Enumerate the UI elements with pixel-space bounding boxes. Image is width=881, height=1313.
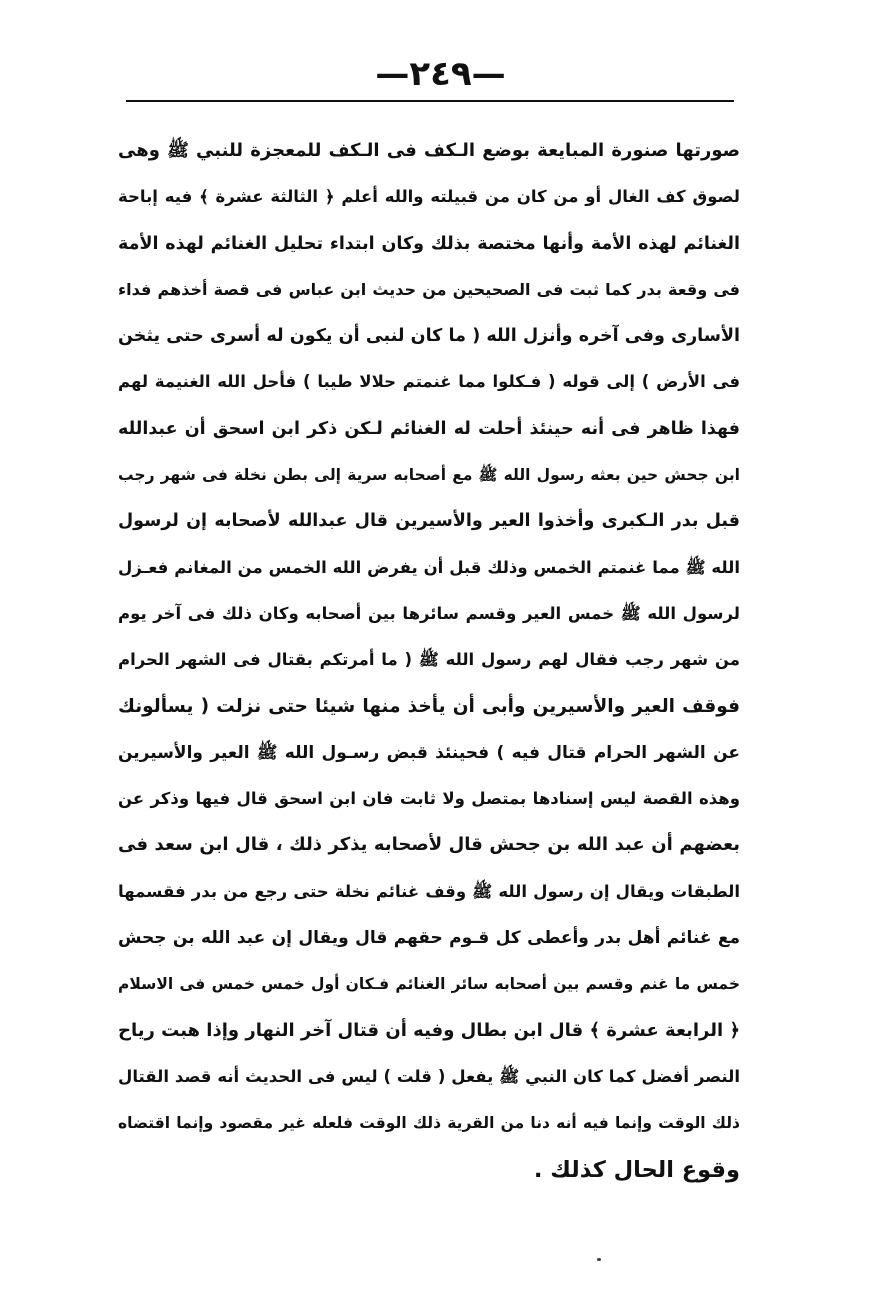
text-line: بعضهم أن عبد الله بن جحش قال لأصحابه يذكر ذلك ، قال ابن سعد فى (118, 834, 740, 856)
text-line: ابن جحش حين بعثه رسول الله ﷺ مع أصحابه سرية إلى بطن نخلة فى شهر رجب (118, 466, 740, 485)
text-line: الله ﷺ مما غنمتم الخمس وذلك قبل أن يفرض الله الخمس من المغانم فعـزل (118, 557, 740, 577)
text-line: خمس ما غنم وقسم بين أصحابه سائر الغنائم فـكان أول خمس خمس فى الاسلام (118, 975, 740, 994)
print-speck (597, 1258, 601, 1261)
text-line: ذلك الوقت وإنما فيه أنه دنا من القرية ذلك الوقت فلعله غير مقصود وإنما اقتضاه (118, 1114, 740, 1133)
text-line: لرسول الله ﷺ خمس العير وقسم سائرها بين أصحابه وكان ذلك فى آخر يوم (118, 603, 740, 623)
text-line: الأسارى وفى آخره وأنزل الله ( ما كان لنبى أن يكون له أسرى حتى يثخن (118, 326, 740, 347)
text-line: فى وقعة بدر كما ثبت فى الصحيحين من حديث ابن عباس فى قصة أخذهم فداء (118, 279, 740, 299)
text-line: صورتها صنورة المبايعة بوضع الـكف فى الـكف للمعجزة للنبي ﷺ وهى (118, 140, 740, 161)
page-number: —٢٤٩— (375, 54, 506, 94)
text-line: عن الشهر الحرام قتال فيه ) فحينئذ قبض رسـول الله ﷺ العير والأسيرين (118, 742, 740, 763)
text-line: قبل بدر الـكبرى وأخذوا العير والأسيرين قال عبدالله لأصحابه إن لرسول (118, 511, 740, 532)
text-line: فوقف العير والأسيرين وأبى أن يأخذ منها شيئا حتى نزلت ( يسألونك (118, 695, 740, 717)
text-line: الطبقات ويقال إن رسول الله ﷺ وقف غنائم نخلة حتى رجع من بدر فقسمها (118, 881, 740, 901)
text-line: من شهر رجب فقال لهم رسول الله ﷺ ( ما أمرتكم بقتال فى الشهر الحرام (118, 650, 740, 670)
text-line-last: وقوع الحال كذلك . (533, 1156, 740, 1183)
body-text (118, 128, 740, 1193)
text-line: فهذا ظاهر فى أنه حينئذ أحلت له الغنائم لـكن ذكر ابن اسحق أن عبدالله (118, 418, 740, 439)
header-rule (126, 100, 734, 102)
text-line: النصر أفضل كما كان النبي ﷺ يفعل ( قلت ) ليس فى الحديث أنه قصد القتال (118, 1066, 740, 1086)
text-line: ﴿ الرابعة عشرة ﴾ قال ابن بطال وفيه أن قتال آخر النهار وإذا هبت رياح (118, 1019, 740, 1041)
text-line: وهذه القصة ليس إسنادها بمتصل ولا ثابت فان ابن اسحق قال فيها وذكر عن (118, 789, 740, 809)
text-line: الغنائم لهذه الأمة وأنها مختصة بذلك وكان ابتداء تحليل الغنائم لهذه الأمة (118, 233, 740, 254)
text-line: فى الأرض ) إلى قوله ( فـكلوا مما غنمتم حلالا طيبا ) فأحل الله الغنيمة لهم (118, 372, 740, 392)
text-line: مع غنائم أهل بدر وأعطى كل قـوم حقهم قال ويقال إن عبد الله بن جحش (118, 928, 740, 949)
text-line: لصوق كف الغال أو من كان من قبيلته والله أعلم ﴿ الثالثة عشرة ﴾ فيه إباحة (118, 187, 740, 207)
